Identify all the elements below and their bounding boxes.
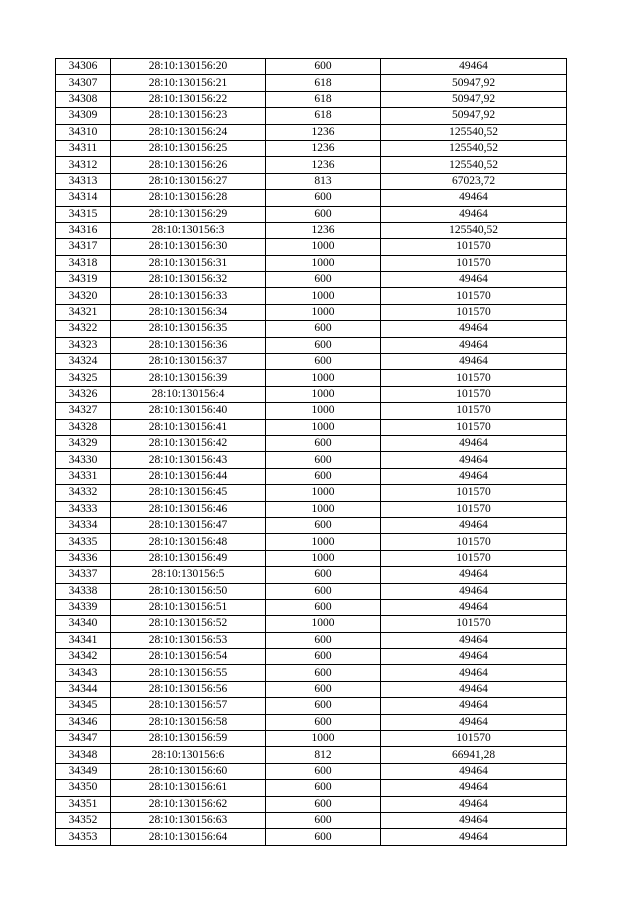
cadastral-number-cell: 28:10:130156:34 xyxy=(111,304,266,320)
table-row xyxy=(56,75,567,91)
table-row xyxy=(56,91,567,107)
cadastral-number-cell: 28:10:130156:35 xyxy=(111,321,266,337)
value-cell: 50947,92 xyxy=(381,75,567,91)
table-row xyxy=(56,829,567,845)
area-cell: 600 xyxy=(266,468,381,484)
cadastral-number-cell: 28:10:130156:51 xyxy=(111,599,266,615)
table-row xyxy=(56,173,567,189)
row-number-cell: 34320 xyxy=(56,288,111,304)
area-cell: 600 xyxy=(266,567,381,583)
area-cell: 600 xyxy=(266,517,381,533)
cadastral-number-cell: 28:10:130156:28 xyxy=(111,190,266,206)
table-row xyxy=(56,468,567,484)
value-cell: 101570 xyxy=(381,239,567,255)
cadastral-number-cell: 28:10:130156:49 xyxy=(111,550,266,566)
row-number-cell: 34323 xyxy=(56,337,111,353)
area-cell: 618 xyxy=(266,91,381,107)
cadastral-number-cell: 28:10:130156:3 xyxy=(111,222,266,238)
area-cell: 600 xyxy=(266,435,381,451)
area-cell: 1000 xyxy=(266,403,381,419)
value-cell: 101570 xyxy=(381,550,567,566)
row-number-cell: 34331 xyxy=(56,468,111,484)
value-cell: 101570 xyxy=(381,731,567,747)
area-cell: 600 xyxy=(266,763,381,779)
cadastral-number-cell: 28:10:130156:37 xyxy=(111,354,266,370)
table-row xyxy=(56,517,567,533)
value-cell: 49464 xyxy=(381,796,567,812)
value-cell: 49464 xyxy=(381,763,567,779)
value-cell: 49464 xyxy=(381,452,567,468)
parcel-table-body xyxy=(56,59,567,846)
row-number-cell: 34335 xyxy=(56,534,111,550)
row-number-cell: 34318 xyxy=(56,255,111,271)
cadastral-number-cell: 28:10:130156:54 xyxy=(111,649,266,665)
area-cell: 813 xyxy=(266,173,381,189)
row-number-cell: 34333 xyxy=(56,501,111,517)
table-row xyxy=(56,206,567,222)
area-cell: 1000 xyxy=(266,386,381,402)
value-cell: 101570 xyxy=(381,386,567,402)
area-cell: 600 xyxy=(266,354,381,370)
row-number-cell: 34329 xyxy=(56,435,111,451)
cadastral-number-cell: 28:10:130156:32 xyxy=(111,272,266,288)
cadastral-number-cell: 28:10:130156:63 xyxy=(111,812,266,828)
area-cell: 600 xyxy=(266,583,381,599)
row-number-cell: 34328 xyxy=(56,419,111,435)
value-cell: 49464 xyxy=(381,665,567,681)
table-row xyxy=(56,665,567,681)
table-row xyxy=(56,403,567,419)
area-cell: 1236 xyxy=(266,157,381,173)
area-cell: 1000 xyxy=(266,288,381,304)
row-number-cell: 34351 xyxy=(56,796,111,812)
row-number-cell: 34345 xyxy=(56,698,111,714)
cadastral-number-cell: 28:10:130156:27 xyxy=(111,173,266,189)
row-number-cell: 34332 xyxy=(56,485,111,501)
cadastral-number-cell: 28:10:130156:6 xyxy=(111,747,266,763)
row-number-cell: 34347 xyxy=(56,731,111,747)
area-cell: 600 xyxy=(266,337,381,353)
area-cell: 600 xyxy=(266,649,381,665)
value-cell: 49464 xyxy=(381,272,567,288)
value-cell: 49464 xyxy=(381,468,567,484)
table-row xyxy=(56,354,567,370)
value-cell: 49464 xyxy=(381,812,567,828)
value-cell: 125540,52 xyxy=(381,157,567,173)
row-number-cell: 34313 xyxy=(56,173,111,189)
table-row xyxy=(56,747,567,763)
cadastral-number-cell: 28:10:130156:33 xyxy=(111,288,266,304)
value-cell: 49464 xyxy=(381,583,567,599)
area-cell: 1000 xyxy=(266,616,381,632)
area-cell: 600 xyxy=(266,698,381,714)
row-number-cell: 34353 xyxy=(56,829,111,845)
cadastral-number-cell: 28:10:130156:47 xyxy=(111,517,266,533)
area-cell: 618 xyxy=(266,75,381,91)
table-row xyxy=(56,698,567,714)
table-row xyxy=(56,649,567,665)
cadastral-number-cell: 28:10:130156:57 xyxy=(111,698,266,714)
row-number-cell: 34340 xyxy=(56,616,111,632)
cadastral-number-cell: 28:10:130156:59 xyxy=(111,731,266,747)
cadastral-number-cell: 28:10:130156:40 xyxy=(111,403,266,419)
row-number-cell: 34346 xyxy=(56,714,111,730)
cadastral-number-cell: 28:10:130156:5 xyxy=(111,567,266,583)
cadastral-number-cell: 28:10:130156:36 xyxy=(111,337,266,353)
area-cell: 812 xyxy=(266,747,381,763)
cadastral-number-cell: 28:10:130156:53 xyxy=(111,632,266,648)
area-cell: 600 xyxy=(266,796,381,812)
area-cell: 600 xyxy=(266,59,381,75)
value-cell: 49464 xyxy=(381,681,567,697)
cadastral-number-cell: 28:10:130156:44 xyxy=(111,468,266,484)
cadastral-number-cell: 28:10:130156:61 xyxy=(111,780,266,796)
value-cell: 49464 xyxy=(381,190,567,206)
row-number-cell: 34312 xyxy=(56,157,111,173)
value-cell: 101570 xyxy=(381,403,567,419)
table-row xyxy=(56,452,567,468)
area-cell: 1000 xyxy=(266,304,381,320)
value-cell: 101570 xyxy=(381,616,567,632)
cadastral-number-cell: 28:10:130156:41 xyxy=(111,419,266,435)
area-cell: 1236 xyxy=(266,222,381,238)
cadastral-number-cell: 28:10:130156:29 xyxy=(111,206,266,222)
row-number-cell: 34338 xyxy=(56,583,111,599)
table-row xyxy=(56,435,567,451)
value-cell: 49464 xyxy=(381,599,567,615)
value-cell: 101570 xyxy=(381,370,567,386)
row-number-cell: 34342 xyxy=(56,649,111,665)
table-row xyxy=(56,501,567,517)
value-cell: 125540,52 xyxy=(381,140,567,156)
area-cell: 600 xyxy=(266,681,381,697)
table-row xyxy=(56,812,567,828)
area-cell: 600 xyxy=(266,272,381,288)
value-cell: 49464 xyxy=(381,829,567,845)
table-row xyxy=(56,370,567,386)
table-row xyxy=(56,386,567,402)
area-cell: 1000 xyxy=(266,534,381,550)
area-cell: 1000 xyxy=(266,550,381,566)
table-row xyxy=(56,304,567,320)
table-row xyxy=(56,681,567,697)
area-cell: 600 xyxy=(266,452,381,468)
area-cell: 618 xyxy=(266,108,381,124)
area-cell: 600 xyxy=(266,190,381,206)
value-cell: 49464 xyxy=(381,435,567,451)
area-cell: 1000 xyxy=(266,255,381,271)
table-row xyxy=(56,239,567,255)
value-cell: 101570 xyxy=(381,255,567,271)
table-row xyxy=(56,108,567,124)
value-cell: 49464 xyxy=(381,321,567,337)
table-row xyxy=(56,567,567,583)
cadastral-number-cell: 28:10:130156:31 xyxy=(111,255,266,271)
row-number-cell: 34336 xyxy=(56,550,111,566)
row-number-cell: 34321 xyxy=(56,304,111,320)
cadastral-number-cell: 28:10:130156:20 xyxy=(111,59,266,75)
cadastral-number-cell: 28:10:130156:39 xyxy=(111,370,266,386)
row-number-cell: 34330 xyxy=(56,452,111,468)
value-cell: 49464 xyxy=(381,632,567,648)
value-cell: 66941,28 xyxy=(381,747,567,763)
area-cell: 600 xyxy=(266,599,381,615)
cadastral-number-cell: 28:10:130156:24 xyxy=(111,124,266,140)
area-cell: 600 xyxy=(266,714,381,730)
row-number-cell: 34350 xyxy=(56,780,111,796)
area-cell: 600 xyxy=(266,632,381,648)
cadastral-number-cell: 28:10:130156:56 xyxy=(111,681,266,697)
value-cell: 49464 xyxy=(381,354,567,370)
row-number-cell: 34352 xyxy=(56,812,111,828)
table-row xyxy=(56,321,567,337)
row-number-cell: 34307 xyxy=(56,75,111,91)
table-row xyxy=(56,583,567,599)
table-row xyxy=(56,157,567,173)
cadastral-number-cell: 28:10:130156:58 xyxy=(111,714,266,730)
area-cell: 600 xyxy=(266,321,381,337)
cadastral-number-cell: 28:10:130156:26 xyxy=(111,157,266,173)
row-number-cell: 34309 xyxy=(56,108,111,124)
value-cell: 49464 xyxy=(381,780,567,796)
table-row xyxy=(56,255,567,271)
cadastral-number-cell: 28:10:130156:64 xyxy=(111,829,266,845)
cadastral-number-cell: 28:10:130156:21 xyxy=(111,75,266,91)
table-row xyxy=(56,534,567,550)
table-row xyxy=(56,599,567,615)
table-row xyxy=(56,222,567,238)
area-cell: 1000 xyxy=(266,731,381,747)
value-cell: 125540,52 xyxy=(381,222,567,238)
cadastral-number-cell: 28:10:130156:22 xyxy=(111,91,266,107)
area-cell: 1000 xyxy=(266,485,381,501)
table-row xyxy=(56,714,567,730)
row-number-cell: 34311 xyxy=(56,140,111,156)
cadastral-number-cell: 28:10:130156:46 xyxy=(111,501,266,517)
value-cell: 101570 xyxy=(381,304,567,320)
value-cell: 101570 xyxy=(381,534,567,550)
row-number-cell: 34326 xyxy=(56,386,111,402)
cadastral-number-cell: 28:10:130156:60 xyxy=(111,763,266,779)
table-row xyxy=(56,419,567,435)
value-cell: 101570 xyxy=(381,485,567,501)
value-cell: 101570 xyxy=(381,419,567,435)
table-row xyxy=(56,550,567,566)
cadastral-number-cell: 28:10:130156:30 xyxy=(111,239,266,255)
value-cell: 50947,92 xyxy=(381,91,567,107)
table-row xyxy=(56,763,567,779)
cadastral-number-cell: 28:10:130156:43 xyxy=(111,452,266,468)
table-row xyxy=(56,190,567,206)
table-row xyxy=(56,485,567,501)
value-cell: 49464 xyxy=(381,206,567,222)
area-cell: 600 xyxy=(266,829,381,845)
area-cell: 600 xyxy=(266,206,381,222)
table-row xyxy=(56,140,567,156)
row-number-cell: 34349 xyxy=(56,763,111,779)
table-row xyxy=(56,337,567,353)
row-number-cell: 34327 xyxy=(56,403,111,419)
value-cell: 49464 xyxy=(381,337,567,353)
value-cell: 50947,92 xyxy=(381,108,567,124)
value-cell: 101570 xyxy=(381,288,567,304)
area-cell: 1236 xyxy=(266,140,381,156)
value-cell: 101570 xyxy=(381,501,567,517)
parcel-table xyxy=(55,58,567,846)
table-row xyxy=(56,288,567,304)
cadastral-number-cell: 28:10:130156:50 xyxy=(111,583,266,599)
cadastral-number-cell: 28:10:130156:23 xyxy=(111,108,266,124)
row-number-cell: 34316 xyxy=(56,222,111,238)
area-cell: 1236 xyxy=(266,124,381,140)
row-number-cell: 34322 xyxy=(56,321,111,337)
value-cell: 49464 xyxy=(381,649,567,665)
area-cell: 600 xyxy=(266,665,381,681)
table-row xyxy=(56,731,567,747)
row-number-cell: 34344 xyxy=(56,681,111,697)
row-number-cell: 34306 xyxy=(56,59,111,75)
cadastral-number-cell: 28:10:130156:45 xyxy=(111,485,266,501)
value-cell: 49464 xyxy=(381,59,567,75)
row-number-cell: 34319 xyxy=(56,272,111,288)
table-row xyxy=(56,272,567,288)
value-cell: 67023,72 xyxy=(381,173,567,189)
row-number-cell: 34339 xyxy=(56,599,111,615)
row-number-cell: 34317 xyxy=(56,239,111,255)
row-number-cell: 34348 xyxy=(56,747,111,763)
row-number-cell: 34341 xyxy=(56,632,111,648)
cadastral-number-cell: 28:10:130156:62 xyxy=(111,796,266,812)
value-cell: 49464 xyxy=(381,714,567,730)
area-cell: 1000 xyxy=(266,501,381,517)
cadastral-number-cell: 28:10:130156:48 xyxy=(111,534,266,550)
cadastral-number-cell: 28:10:130156:25 xyxy=(111,140,266,156)
table-row xyxy=(56,59,567,75)
table-row xyxy=(56,616,567,632)
row-number-cell: 34324 xyxy=(56,354,111,370)
table-row xyxy=(56,632,567,648)
area-cell: 1000 xyxy=(266,370,381,386)
row-number-cell: 34314 xyxy=(56,190,111,206)
cadastral-number-cell: 28:10:130156:55 xyxy=(111,665,266,681)
cadastral-number-cell: 28:10:130156:42 xyxy=(111,435,266,451)
value-cell: 49464 xyxy=(381,517,567,533)
row-number-cell: 34325 xyxy=(56,370,111,386)
area-cell: 1000 xyxy=(266,419,381,435)
row-number-cell: 34343 xyxy=(56,665,111,681)
cadastral-number-cell: 28:10:130156:52 xyxy=(111,616,266,632)
table-row xyxy=(56,124,567,140)
row-number-cell: 34315 xyxy=(56,206,111,222)
row-number-cell: 34337 xyxy=(56,567,111,583)
row-number-cell: 34310 xyxy=(56,124,111,140)
area-cell: 600 xyxy=(266,812,381,828)
value-cell: 125540,52 xyxy=(381,124,567,140)
area-cell: 600 xyxy=(266,780,381,796)
value-cell: 49464 xyxy=(381,567,567,583)
row-number-cell: 34334 xyxy=(56,517,111,533)
area-cell: 1000 xyxy=(266,239,381,255)
value-cell: 49464 xyxy=(381,698,567,714)
cadastral-number-cell: 28:10:130156:4 xyxy=(111,386,266,402)
table-row xyxy=(56,796,567,812)
table-row xyxy=(56,780,567,796)
row-number-cell: 34308 xyxy=(56,91,111,107)
